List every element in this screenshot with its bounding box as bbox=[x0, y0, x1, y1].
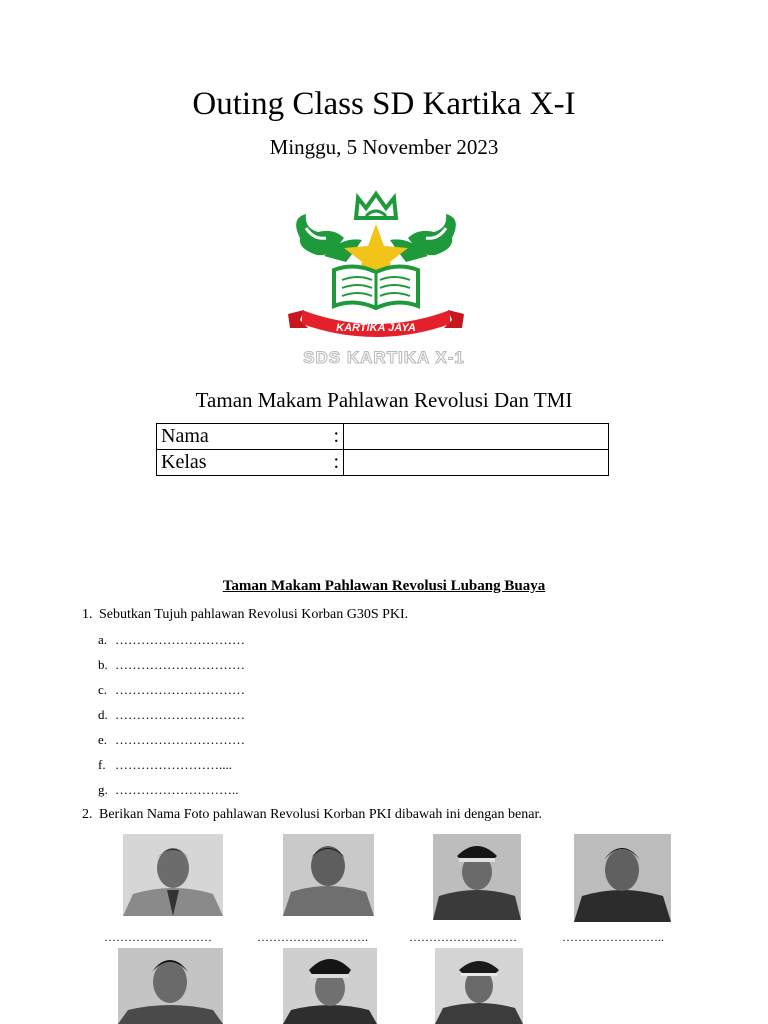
hero-photo-5 bbox=[118, 948, 223, 1024]
answer-letter: e. bbox=[98, 732, 108, 747]
question-2 bbox=[82, 806, 542, 824]
class-colon: : bbox=[333, 451, 339, 473]
logo-banner-text: KARTIKA JAYA bbox=[336, 322, 416, 334]
school-logo bbox=[284, 188, 468, 344]
photo-caption-3[interactable]: ……………………… bbox=[409, 930, 517, 944]
question-text: Sebutkan Tujuh pahlawan Revolusi Korban G30S PKI. bbox=[99, 607, 409, 622]
question-number: 1. bbox=[82, 607, 93, 622]
hero-photo-4 bbox=[574, 834, 671, 922]
class-field[interactable] bbox=[344, 450, 609, 476]
question-1 bbox=[82, 606, 408, 624]
photo-caption-2[interactable]: ………………………. bbox=[257, 930, 368, 944]
hero-photo-1 bbox=[123, 834, 223, 916]
question-text: Berikan Nama Foto pahlawan Revolusi Korban PKI dibawah ini dengan benar. bbox=[99, 807, 542, 822]
photo-caption-1[interactable]: ……………………… bbox=[104, 930, 212, 944]
answer-blank: ……………………….. bbox=[115, 782, 239, 797]
name-label: Nama bbox=[161, 425, 209, 447]
answer-line-c[interactable] bbox=[98, 682, 245, 698]
student-id-table bbox=[156, 423, 609, 476]
answer-line-f[interactable] bbox=[98, 757, 232, 773]
hero-photo-7 bbox=[435, 948, 523, 1024]
hero-photo-3 bbox=[433, 834, 521, 920]
answer-blank: ………………………… bbox=[115, 657, 245, 672]
page-title: Outing Class SD Kartika X-I bbox=[192, 86, 576, 122]
name-colon: : bbox=[333, 425, 339, 447]
school-name: SDS KARTIKA X-1 bbox=[303, 348, 465, 367]
answer-blank: ………………………… bbox=[115, 682, 245, 697]
answer-blank: ………………………… bbox=[115, 732, 245, 747]
question-number: 2. bbox=[82, 807, 93, 822]
answer-letter: a. bbox=[98, 632, 108, 647]
answer-line-e[interactable] bbox=[98, 732, 245, 748]
event-date: Minggu, 5 November 2023 bbox=[269, 135, 499, 159]
table-row bbox=[157, 450, 609, 476]
section-title: Taman Makam Pahlawan Revolusi Lubang Buaya bbox=[222, 578, 546, 594]
hero-photo-6 bbox=[283, 948, 377, 1024]
answer-line-a[interactable] bbox=[98, 632, 245, 648]
answer-blank: ………………………… bbox=[115, 632, 245, 647]
answer-letter: b. bbox=[98, 657, 108, 672]
hero-photo-2 bbox=[283, 834, 374, 916]
answer-line-g[interactable] bbox=[98, 782, 239, 798]
location-subtitle: Taman Makam Pahlawan Revolusi Dan TMI bbox=[195, 388, 573, 412]
answer-blank: ………………………… bbox=[115, 707, 245, 722]
answer-letter: c. bbox=[98, 682, 108, 697]
answer-letter: f. bbox=[98, 757, 106, 772]
class-label: Kelas bbox=[161, 451, 207, 473]
photo-caption-4[interactable]: …………………….. bbox=[562, 930, 664, 944]
answer-letter: g. bbox=[98, 782, 108, 797]
answer-letter: d. bbox=[98, 707, 108, 722]
answer-line-b[interactable] bbox=[98, 657, 245, 673]
answer-line-d[interactable] bbox=[98, 707, 245, 723]
table-row bbox=[157, 424, 609, 450]
answer-blank: …………………….... bbox=[115, 757, 232, 772]
name-field[interactable] bbox=[344, 424, 609, 450]
